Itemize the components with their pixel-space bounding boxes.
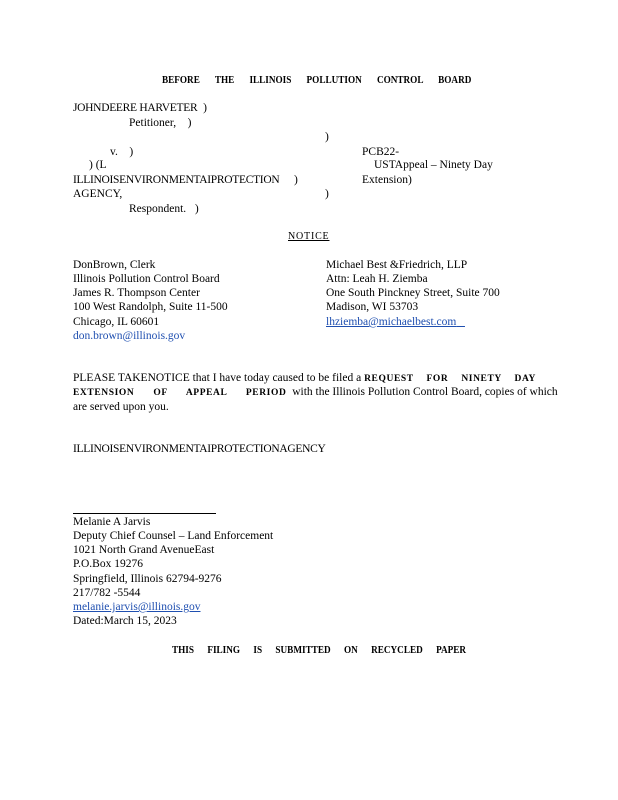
signer-title: Deputy Chief Counsel – Land Enforcement (73, 530, 274, 542)
caption-paren: ) (325, 131, 329, 143)
respondent-agency: AGENCY, (73, 188, 123, 200)
signer-name: Melanie A Jarvis (73, 516, 151, 528)
notice-title: NOTICE (288, 231, 330, 242)
caption-paren: ) (294, 174, 298, 186)
signature-line (73, 513, 216, 514)
respondent-name: ILLINOISENVIRONMENTAIPROTECTION (73, 174, 280, 186)
signer-city: Springfield, Illinois 62794-9276 (73, 573, 222, 585)
caption-paren: ) (325, 188, 329, 200)
recipient-left-line: 100 West Randolph, Suite 11-500 (73, 301, 228, 313)
signer-address: 1021 North Grand AvenueEast (73, 544, 215, 556)
recipient-left-line: DonBrown, Clerk (73, 259, 156, 271)
recipient-left-line: James R. Thompson Center (73, 287, 200, 299)
recipient-right-line: One South Pinckney Street, Suite 700 (326, 287, 500, 299)
footer-note: THIS FILING IS SUBMITTED ON RECYCLED PAPER (172, 645, 467, 656)
petitioner-name: JOHNDEERE HARVETER ) (73, 102, 207, 114)
recipient-right-line: Michael Best &Friedrich, LLP (326, 259, 468, 271)
petitioner-label: Petitioner, ) (129, 117, 192, 129)
caption-paren: ) (L (89, 159, 107, 171)
versus: v. ) (110, 146, 134, 158)
signer-dated: Dated:March 15, 2023 (73, 615, 177, 627)
agency-signature: ILLINOISENVIRONMENTAIPROTECTIONAGENCY (73, 443, 326, 455)
recipient-left-line: Chicago, IL 60601 (73, 316, 160, 328)
notice-body-line: PLEASE TAKENOTICE that I have today caused to be filed a REQUEST FOR NINETY DAY (73, 372, 537, 384)
signer-address: P.O.Box 19276 (73, 558, 143, 570)
case-type-cont: Extension) (362, 174, 412, 186)
case-type: USTAppeal – Ninety Day (374, 159, 493, 171)
page-title: BEFORE THE ILLINOIS POLLUTION CONTROL BOARD (162, 75, 472, 86)
signer-email[interactable]: melanie.jarvis@illinois.gov (73, 601, 201, 613)
signer-phone: 217/782 -5544 (73, 587, 141, 599)
notice-body-line: are served upon you. (73, 401, 169, 413)
respondent-label: Respondent. ) (129, 203, 199, 215)
recipient-right-line: Attn: Leah H. Ziemba (326, 273, 428, 285)
recipient-right-email[interactable]: lhziemba@michaelbest.com (326, 316, 457, 328)
recipient-left-email[interactable]: don.brown@illinois.gov (73, 330, 186, 342)
recipient-right-line: Madison, WI 53703 (326, 301, 419, 313)
case-number: PCB22- (362, 146, 400, 158)
notice-body-line: EXTENSION OF APPEAL PERIOD with the Illinois Pollution Control Board, copies of which (73, 386, 558, 398)
recipient-left-line: Illinois Pollution Control Board (73, 273, 220, 285)
